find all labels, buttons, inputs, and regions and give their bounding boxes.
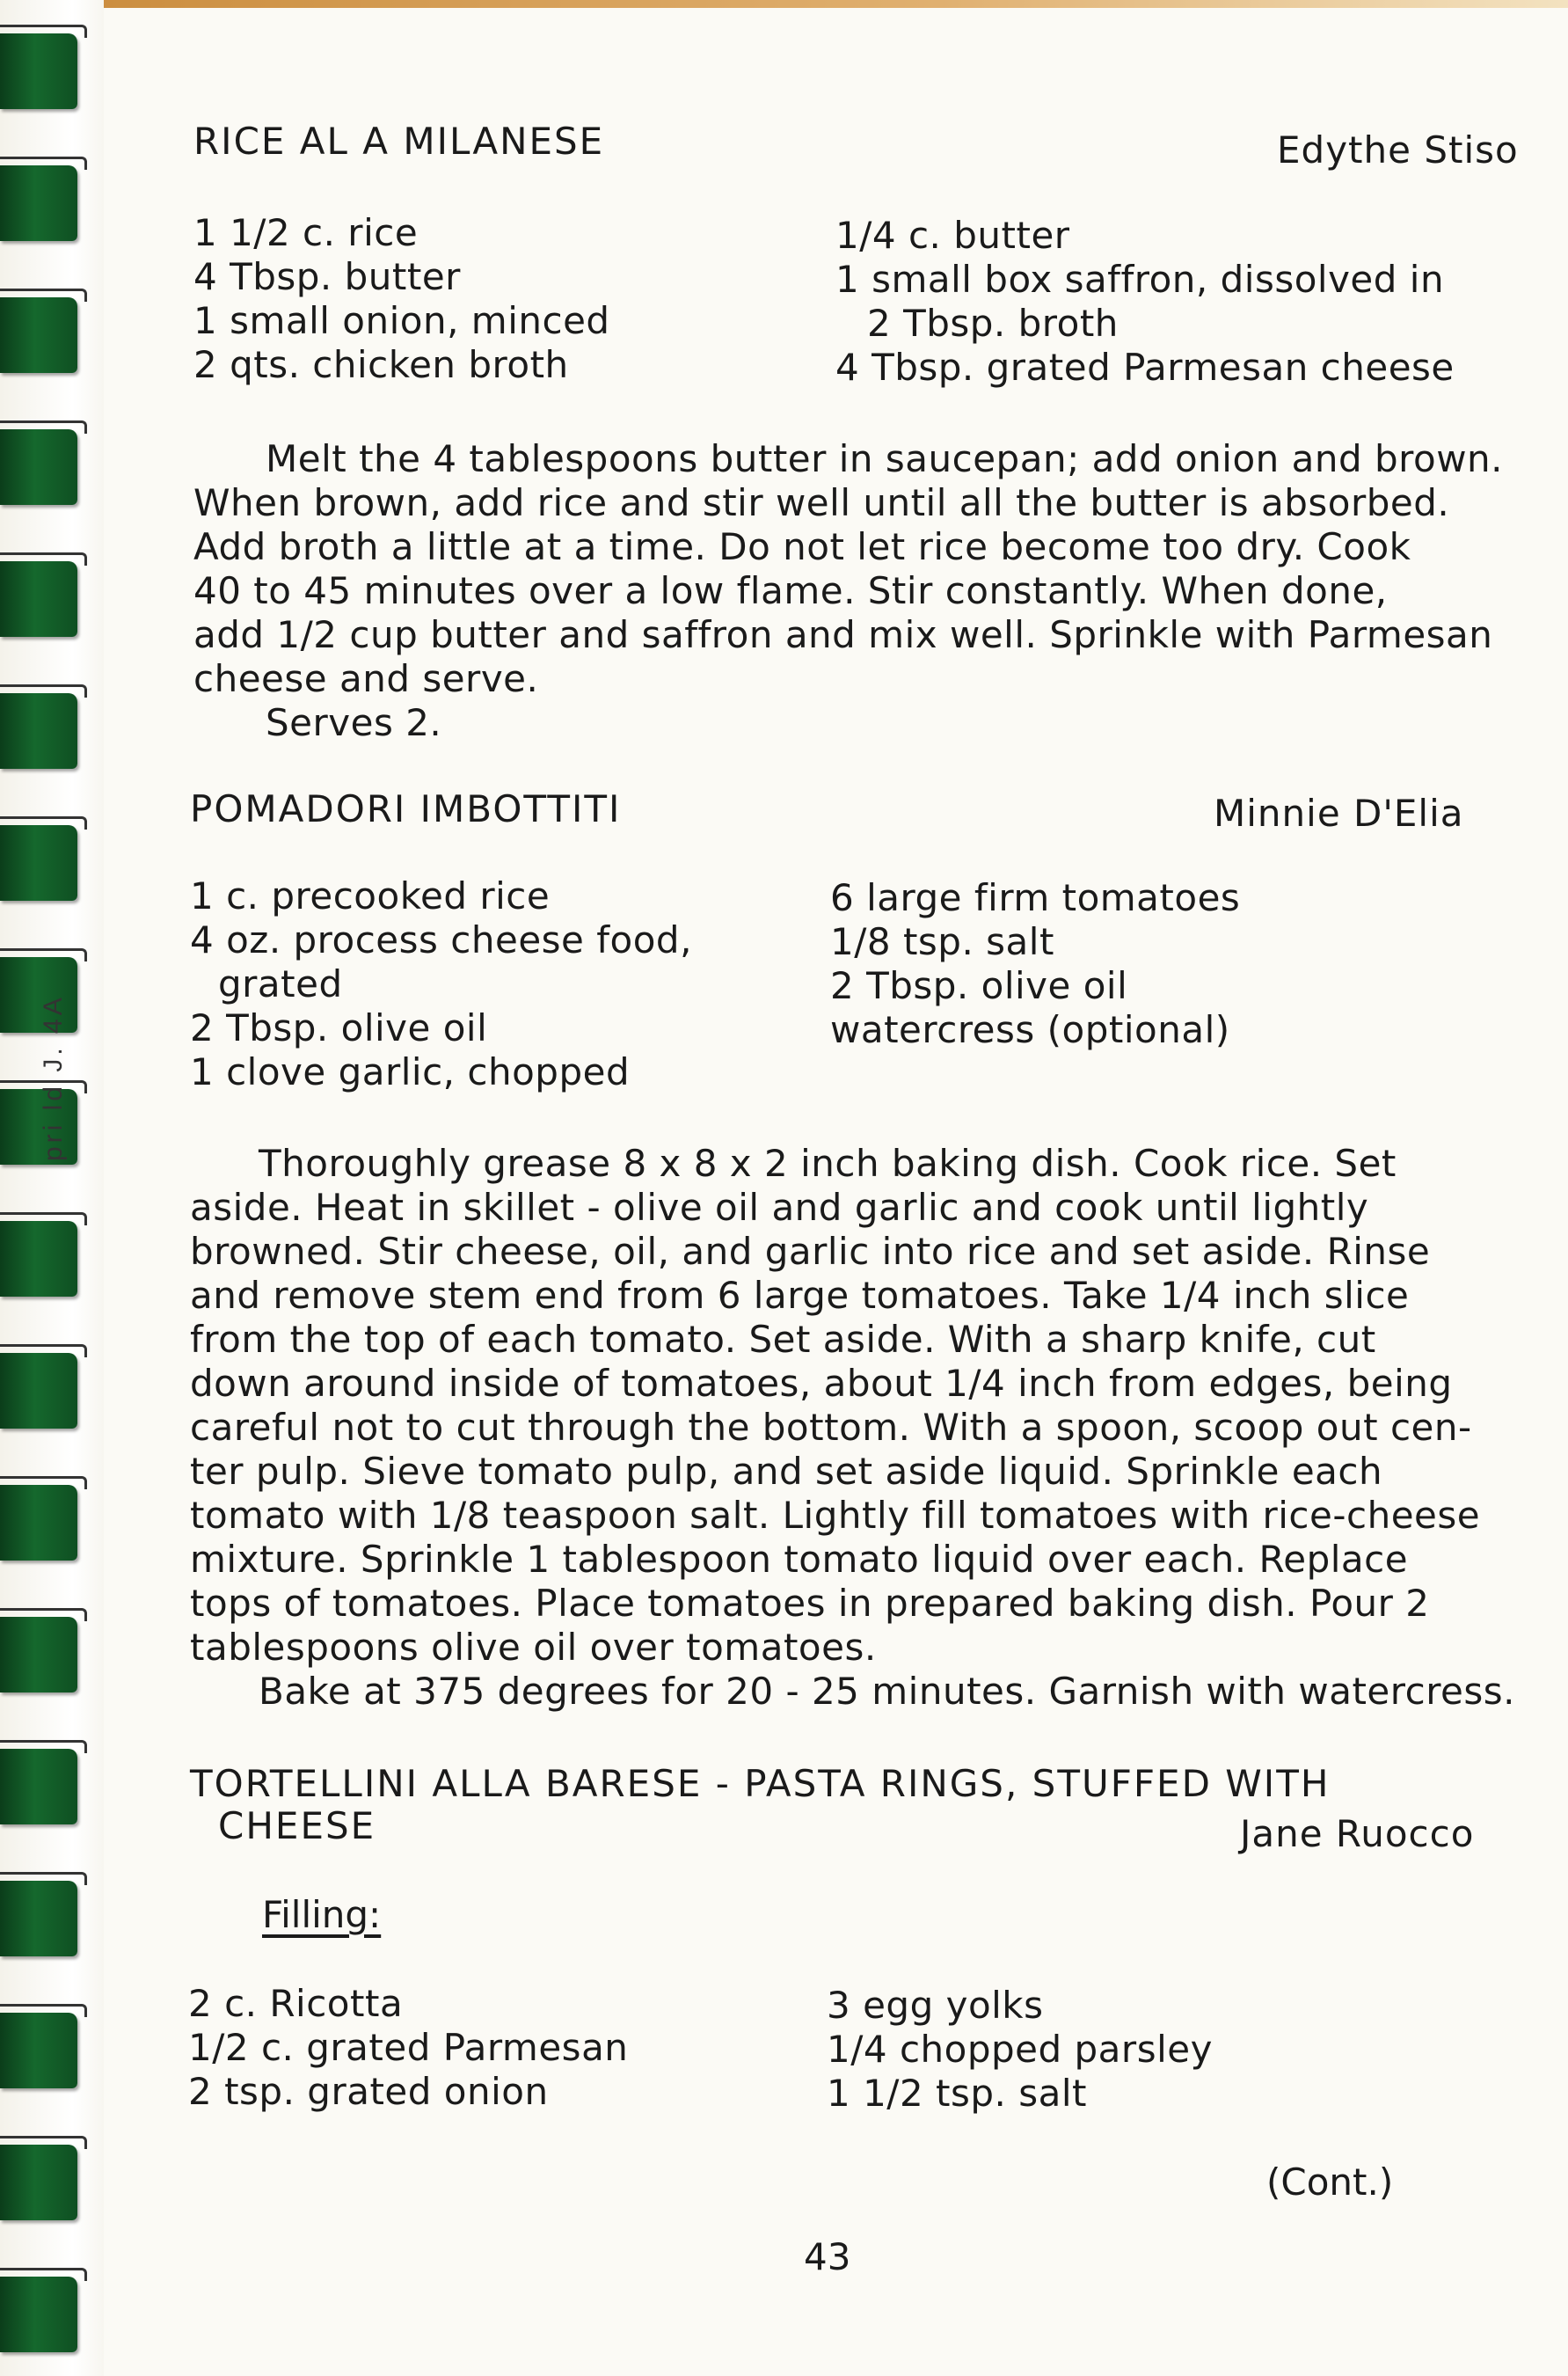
direction-line: careful not to cut through the bottom. With a spoon, scoop out cen- bbox=[190, 1406, 1472, 1449]
ingredients-left bbox=[190, 874, 692, 1094]
ingredient: 1 clove garlic, chopped bbox=[190, 1050, 631, 1093]
ingredient: watercress (optional) bbox=[830, 1008, 1230, 1051]
ingredient: 6 large firm tomatoes bbox=[830, 876, 1241, 919]
recipe-title: POMADORI IMBOTTITI bbox=[190, 787, 622, 830]
direction-line: tablespoons olive oil over tomatoes. bbox=[190, 1626, 877, 1669]
direction-line: and remove stem end from 6 large tomatoes. Take 1/4 inch slice bbox=[190, 1274, 1410, 1317]
ingredient: 1 1/2 c. rice bbox=[193, 211, 419, 254]
ingredient: 1 small box saffron, dissolved in bbox=[835, 258, 1445, 301]
continued-note: (Cont.) bbox=[1266, 2160, 1394, 2204]
ingredient: 4 Tbsp. butter bbox=[193, 255, 461, 298]
ingredient: 1/4 chopped parsley bbox=[827, 2028, 1213, 2071]
direction-line: browned. Stir cheese, oil, and garlic into rice and set aside. Rinse bbox=[190, 1230, 1431, 1273]
ingredient: 1 1/2 tsp. salt bbox=[827, 2072, 1087, 2115]
direction-line: Serves 2. bbox=[266, 701, 442, 744]
direction-line: down around inside of tomatoes, about 1/4 inch from edges, being bbox=[190, 1362, 1453, 1405]
direction-line: tops of tomatoes. Place tomatoes in prepared baking dish. Pour 2 bbox=[190, 1582, 1430, 1625]
recipe-author: Jane Ruocco bbox=[1240, 1812, 1475, 1855]
recipe-directions bbox=[193, 437, 1503, 745]
ingredient: 2 Tbsp. olive oil bbox=[190, 1006, 488, 1049]
direction-line: cheese and serve. bbox=[193, 657, 539, 700]
ingredients-left bbox=[193, 211, 610, 387]
section-label: Filling: bbox=[262, 1893, 382, 1936]
ingredient: grated bbox=[218, 962, 343, 1005]
ingredient: 1/2 c. grated Parmesan bbox=[188, 2026, 629, 2069]
direction-line: aside. Heat in skillet - olive oil and garlic and cook until lightly bbox=[190, 1186, 1369, 1229]
direction-line: tomato with 1/8 teaspoon salt. Lightly fill tomatoes with rice-cheese bbox=[190, 1494, 1481, 1537]
ingredient: 2 tsp. grated onion bbox=[188, 2070, 549, 2113]
direction-line: Bake at 375 degrees for 20 - 25 minutes. Garnish with watercress. bbox=[259, 1670, 1515, 1713]
ingredients-right bbox=[835, 214, 1455, 390]
ingredient: 2 Tbsp. olive oil bbox=[830, 964, 1128, 1007]
recipe-title: RICE AL A MILANESE bbox=[193, 120, 605, 163]
direction-line: add 1/2 cup butter and saffron and mix well. Sprinkle with Parmesan bbox=[193, 613, 1493, 656]
direction-line: Add broth a little at a time. Do not let rice become too dry. Cook bbox=[193, 525, 1411, 568]
page-number: 43 bbox=[804, 2235, 851, 2278]
direction-line: Melt the 4 tablespoons butter in saucepan; add onion and brown. bbox=[266, 437, 1504, 480]
ingredient: 2 qts. chicken broth bbox=[193, 343, 569, 386]
ingredient: 1/4 c. butter bbox=[835, 214, 1070, 257]
ingredients-left bbox=[188, 1982, 628, 2114]
recipe-directions bbox=[190, 1142, 1515, 1714]
ingredient: 4 Tbsp. grated Parmesan cheese bbox=[835, 346, 1455, 389]
ingredients-right bbox=[830, 876, 1240, 1052]
direction-line: Thoroughly grease 8 x 8 x 2 inch baking dish. Cook rice. Set bbox=[259, 1142, 1397, 1185]
direction-line: ter pulp. Sieve tomato pulp, and set aside liquid. Sprinkle each bbox=[190, 1450, 1383, 1493]
recipe-author: Minnie D'Elia bbox=[1214, 792, 1464, 835]
direction-line: When brown, add rice and stir well until all the butter is absorbed. bbox=[193, 481, 1450, 524]
recipe-author: Edythe Stiso bbox=[1277, 128, 1519, 172]
ingredient: 3 egg yolks bbox=[827, 1984, 1044, 2027]
direction-line: from the top of each tomato. Set aside. With a sharp knife, cut bbox=[190, 1318, 1376, 1361]
spine-text: pri ld J. 4A bbox=[39, 994, 68, 1161]
ingredient: 1 c. precooked rice bbox=[190, 874, 551, 918]
ingredient: 4 oz. process cheese food, bbox=[190, 918, 692, 961]
direction-line: 40 to 45 minutes over a low flame. Stir constantly. When done, bbox=[193, 569, 1388, 612]
recipe-title: TORTELLINI ALLA BARESE - PASTA RINGS, STUFFED WITH bbox=[190, 1762, 1331, 1805]
ingredient: 1/8 tsp. salt bbox=[830, 920, 1054, 963]
ingredient: 2 c. Ricotta bbox=[188, 1982, 404, 2025]
ingredient: 2 Tbsp. broth bbox=[867, 302, 1119, 345]
direction-line: mixture. Sprinkle 1 tablespoon tomato liquid over each. Replace bbox=[190, 1538, 1409, 1581]
ingredient: 1 small onion, minced bbox=[193, 299, 610, 342]
ingredients-right bbox=[827, 1984, 1213, 2116]
recipe-title-continued: CHEESE bbox=[218, 1804, 376, 1847]
